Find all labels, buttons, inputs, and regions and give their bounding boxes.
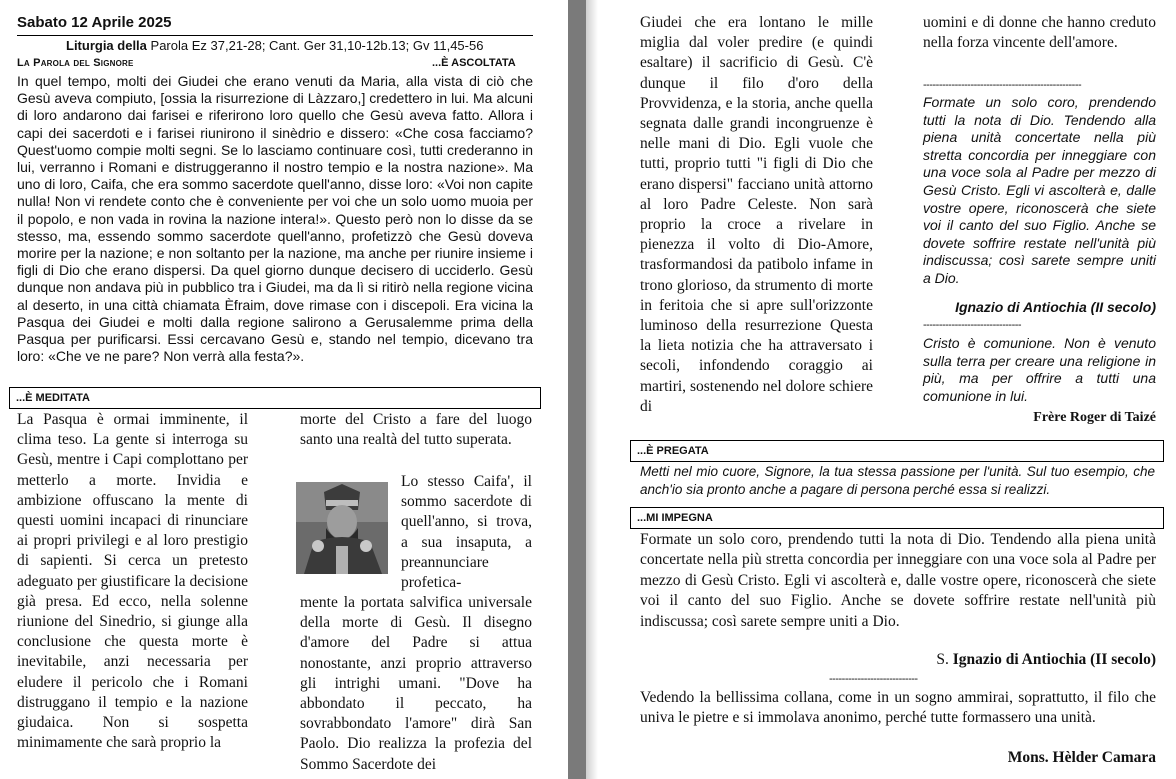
meditata-column-2-side: Lo stesso Caifa', il sommo sacerdote di quell'anno, si trova, a sua insaputa, a preannunciare profetica- — [401, 473, 532, 592]
separator-dashes-short: ------------------------------- — [923, 319, 1022, 331]
header-rule — [17, 35, 533, 36]
pregata-text: Metti nel mio cuore, Signore, la tua stessa passione per l'unità. Sul tuo esempio, che anch'io sia pronto anche a pagare di persona perché essa si realizzi. — [640, 464, 1155, 497]
meditata-column-4: uomini e di donne che hanno creduto nella forza vincente dell'amore. — [923, 14, 1156, 52]
page-gutter — [568, 0, 586, 779]
impegna-heading: ...MI IMPEGNA — [630, 507, 1164, 529]
separator-dashes: -------------------------------------------------- — [923, 79, 1082, 91]
liturgy-label: Liturgia della — [66, 38, 147, 53]
meditata-heading: ...È MEDITATA — [9, 387, 541, 409]
impegna-text: Formate un solo coro, prendendo tutti la nota di Dio. Tendendo alla piena unità concertate nella più stretta concordia per inneggiare con una voce sola al Padre per mezzo di Gesù Cristo. Egli vi ascolterà e, dalle vostre opere, riconoscerà che siete voi il canto del suo Figlio. Anche se dovete soffrire restate nell'unità più indiscussa; così sarete sempre uniti a Dio. — [640, 531, 1156, 630]
meditata-column-3: Giudei che era lontano le mille miglia dal voler predire (e quindi esaltare) il sacrificio di Gesù. C'è dunque il filo d'oro della Provvidenza, e la storia, anche quella segnata dalle grandi incongruenze è nelle mani di Dio. Egli vuole che tutti, proprio tutti "i figli di Dio che erano dispersi" facciano unità attorno al loro Padre Celeste. Non sarà proprio la croce a rivelare in pienezza il volto di Dio-Amore, trasformandosi da patibolo infame in trono glorioso, da strumento di morte in feritoia che si apre sull'orizzonte luminoso della resurrezione Questa la lieta notizia che ha attraversato i secoli, infondendo coraggio ai martiri, sostenendo nel dolore schiere di — [640, 14, 873, 415]
impegna-separator: ---------------------------- — [829, 673, 918, 685]
page-date: Sabato 12 Aprile 2025 — [17, 14, 172, 31]
pregata-heading: ...È PREGATA — [630, 440, 1164, 462]
gospel-text: In quel tempo, molti dei Giudei che erano venuti da Maria, alla vista di ciò che Gesù aveva compiuto, [ossia la risurrezione di Làzzaro,] credettero in lui. Ma alcuni di loro andarono dai farisei e riferirono loro quello che Gesù aveva fatto. Allora i capi dei sacerdoti e i farisei riunirono il sinèdrio e dissero: «Che cosa facciamo? Quest'uomo compie molti segni. Se lo lasciamo continuare così, tutti crederanno in lui, verranno i Romani e distruggeranno il nostro tempio e la nostra nazione». Ma uno di loro, Caifa, che era sommo sacerdote quell'anno, disse loro: «Voi non capite nulla! Non vi rendete conto che è conveniente per voi che un solo uomo muoia per il popolo, e non vada in rovina la nazione intera!». Questo però non lo disse da se stesso, ma, essendo sommo sacerdote quell'anno, profetizzò che Gesù doveva morire per la nazione; e non soltanto per la nazione, ma anche per riunire insieme i figli di Dio che erano dispersi. Da quel giorno dunque decisero di ucciderlo. Gesù dunque non andava più in pubblico tra i Giudei, ma da lì si ritirò nella regione vicina al deserto, in una città chiamata Èfraim, dove rimase con i discepoli. Era vicina la Pasqua dei Giudei e molti dalla regione salirono a Gerusalemme prima della Pasqua per purificarsi. Essi cercavano Gesù e, stando nel tempio, dicevano tra loro: «Che ve ne pare? Non verrà alla festa?». — [17, 73, 533, 365]
camara-author: Mons. Hèlder Camara — [1007, 749, 1156, 766]
quote-roger-author: Frère Roger di Taizé — [1033, 410, 1156, 425]
liturgy-readings — [66, 38, 483, 53]
quote-ignazio: Formate un solo coro, prendendo tutti la nota di Dio. Tendendo alla piena unità concertate nella più stretta concordia per inneggiare con una voce sola al Padre per mezzo di Gesù Cristo. Egli vi ascolterà e, dalle vostre opere, riconoscerà che siete voi il canto del suo Figlio. Anche se dovete soffrire restate nell'unità più indiscussa; così sarete sempre uniti a Dio. — [923, 94, 1156, 286]
impegna-author — [640, 651, 1156, 669]
impegna-author-prefix: S. — [936, 651, 949, 668]
meditata-column-1: La Pasqua è ormai imminente, il clima teso. La gente si interroga su Gesù, mentre i Capi complottano per metterlo a morte. Invidia e ambizione offuscano la mente di questi uomini incapaci di rinunciare ai propri privilegi e al loro prestigio di sapienti. Si cerca un pretesto adeguato per giustificare la decisione già presa. Ed ecco, nella solenne riunione del Sinedrio, si giunge alla conclusione che questa morte è inevitabile, anzi necessaria per eludere il pericolo che i Romani distruggano il tempio e la nazione giudaica. Non si sospetta minimamente che sarà proprio la — [17, 411, 248, 752]
impegna-author-name: Ignazio di Antiochia (II secolo) — [952, 651, 1156, 668]
page-gutter-shade — [586, 0, 598, 779]
meditata-column-2-bottom: mente la portata salvifica universale della morte di Gesù. Il disegno d'amore del Padre si attua nonostante, anzi proprio attraverso gli intrighi umani. "Dove ha abbondato il peccato, ha sovrabbondato l'amore" dirà San Paolo. Dio realizza la profezia del Sommo Sacerdote dei — [300, 594, 532, 773]
gospel-listen-label: ...È ASCOLTATA — [432, 57, 516, 69]
liturgy-parola: Parola — [150, 38, 189, 53]
gospel-heading: La Parola del Signore — [17, 57, 134, 69]
quote-roger: Cristo è comunione. Non è venuto sulla terra per creare una religione in più, ma per offrire a tutti una comunione in lui. — [923, 335, 1156, 404]
readings-refs: Ez 37,21-28; Cant. Ger 31,10-12b.13; Gv 11,45-56 — [191, 38, 484, 53]
priest-photo-icon — [296, 482, 388, 574]
priest-photo — [296, 482, 388, 574]
meditata-column-2-top: morte del Cristo a fare del luogo santo una realtà del tutto superata. — [300, 411, 532, 449]
quote-ignazio-author: Ignazio di Antiochia (II secolo) — [955, 299, 1156, 315]
camara-quote: Vedendo la bellissima collana, come in un sogno ammirai, soprattutto, il filo che univa le pietre e si immolava anonimo, perché tutte formassero una unità. — [640, 689, 1156, 727]
